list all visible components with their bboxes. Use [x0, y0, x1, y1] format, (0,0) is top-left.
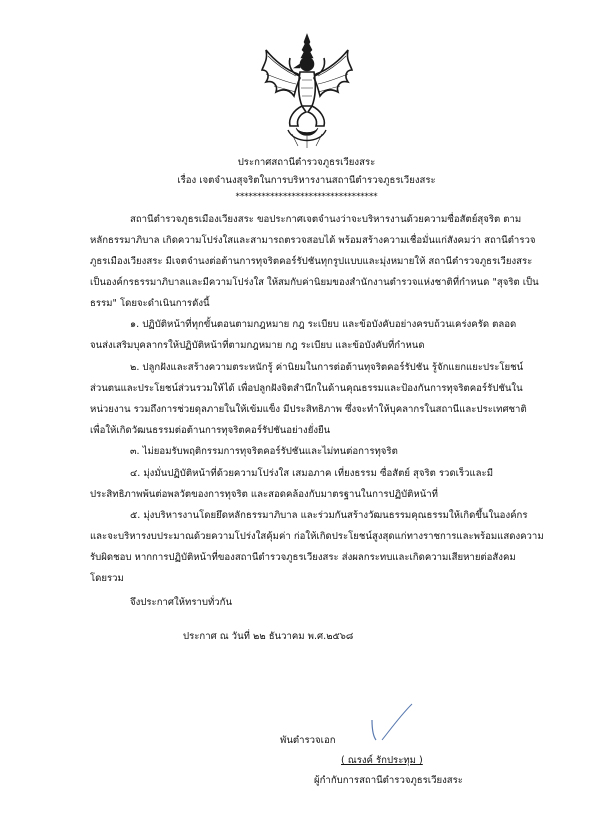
item-5-line: รับผิดชอบ หากการปฏิบัติหน้าที่ของสถานีตำรวจภูธรเวียงสระ ส่งผลกระทบและเกิดความเสียหายต่อสังคม — [90, 552, 516, 563]
announcement-subject: เรื่อง เจตจำนงสุจริตในการบริหารงานสถานีตำรวจภูธรเวียงสระ — [177, 175, 436, 186]
item-2-line: ส่วนตนและประโยชน์ส่วนรวมให้ได้ เพื่อปลูกฝังจิตสำนึกในด้านคุณธรรมและป้องกันการทุจริตคอร์รัปชันใน — [90, 383, 523, 394]
item-2-line: เพื่อให้เกิดวัฒนธรรมต่อต้านการทุจริตคอร์รัปชันอย่างยั่งยืน — [90, 425, 331, 436]
item-5-line: และจะบริหารงบประมาณด้วยความโปร่งใสคุ้มค่า ก่อให้เกิดประโยชน์สูงสุดแก่ทางราชการและพร้อมแสดงความ — [90, 531, 544, 542]
item-3-line: ๓. ไม่ยอมรับพฤติกรรมการทุจริตคอร์รัปชันและไม่ทนต่อการทุจริต — [130, 446, 398, 457]
closing-statement: จึงประกาศให้ทราบทั่วกัน — [130, 597, 233, 608]
intro-line: หลักธรรมาภิบาล เกิดความโปร่งใสและสามารถตรวจสอบได้ พร้อมสร้างความเชื่อมั่นแก่สังคมว่า สถานีตำรวจ — [90, 235, 536, 246]
signer-position: ผู้กำกับการสถานีตำรวจภูธรเวียงสระ — [314, 775, 463, 786]
item-5-line: โดยรวม — [90, 573, 124, 584]
item-5-line: ๕. มุ่งบริหารงานโดยยึดหลักธรรมาภิบาล และร่วมกันสร้างวัฒนธรรมคุณธรรมให้เกิดขึ้นในองค์กร — [130, 510, 528, 521]
announcement-title: ประกาศสถานีตำรวจภูธรเวียงสระ — [237, 157, 376, 168]
handwritten-signature — [360, 700, 420, 760]
title-separator: ********************************* — [235, 192, 378, 202]
announcement-date: ประกาศ ณ วันที่ ๒๒ ธันวาคม พ.ศ.๒๕๖๘ — [183, 631, 354, 642]
item-4-line: ๔. มุ่งมั่นปฏิบัติหน้าที่ด้วยความโปร่งใส เสมอภาค เที่ยงธรรม ซื่อสัตย์ สุจริต รวดเร็วและมี — [130, 468, 494, 479]
item-1-line: จนส่งเสริมบุคลากรให้ปฏิบัติหน้าที่ตามกฎหมาย กฎ ระเบียบ และข้อบังคับที่กำหนด — [90, 340, 425, 351]
signer-rank: พันตำรวจเอก — [280, 735, 336, 746]
intro-line: ธรรม" โดยจะดำเนินการดังนี้ — [90, 298, 210, 309]
item-2-line: ๒. ปลูกฝังและสร้างความตระหนักรู้ ค่านิยมในการต่อต้านทุจริตคอร์รัปชัน รู้จักแยกแยะประโยชน์ — [130, 362, 524, 373]
item-1-line: ๑. ปฏิบัติหน้าที่ทุกขั้นตอนตามกฎหมาย กฎ ระเบียบ และข้อบังคับอย่างครบถ้วนเคร่งครัด ตลอด — [130, 319, 517, 330]
item-4-line: ประสิทธิภาพพ้นต่อพลวัตของการทุจริต และสอดคล้องกับมาตรฐานในการปฏิบัติหน้าที่ — [90, 489, 438, 500]
intro-line: ภูธรเมืองเวียงสระ มีเจตจำนงต่อต้านการทุจริตคอร์รัปชันทุกรูปแบบและมุ่งหมายให้ สถานีตำรวจภูธรเวียงสระ — [90, 256, 533, 267]
signer-name: ( ณรงค์ รักประทุม ) — [341, 755, 423, 766]
intro-line: เป็นองค์กรธรรมาภิบาลและมีความโปร่งใส ให้สมกับค่านิยมของสำนักงานตำรวจแห่งชาติที่กำหนด "สุจริต เป็น — [90, 277, 539, 288]
intro-line: สถานีตำรวจภูธรเมืองเวียงสระ ขอประกาศเจตจำนงว่าจะบริหารงานด้วยความซื่อสัตย์สุจริต ตาม — [130, 214, 522, 225]
garuda-emblem-icon — [258, 30, 356, 150]
item-2-line: หน่วยงาน รวมถึงการช่วยดุลภายในให้เข้มแข็ง มีประสิทธิภาพ ซึ่งจะทำให้บุคลากรในสถานีและประเทศชาติ — [90, 404, 527, 415]
